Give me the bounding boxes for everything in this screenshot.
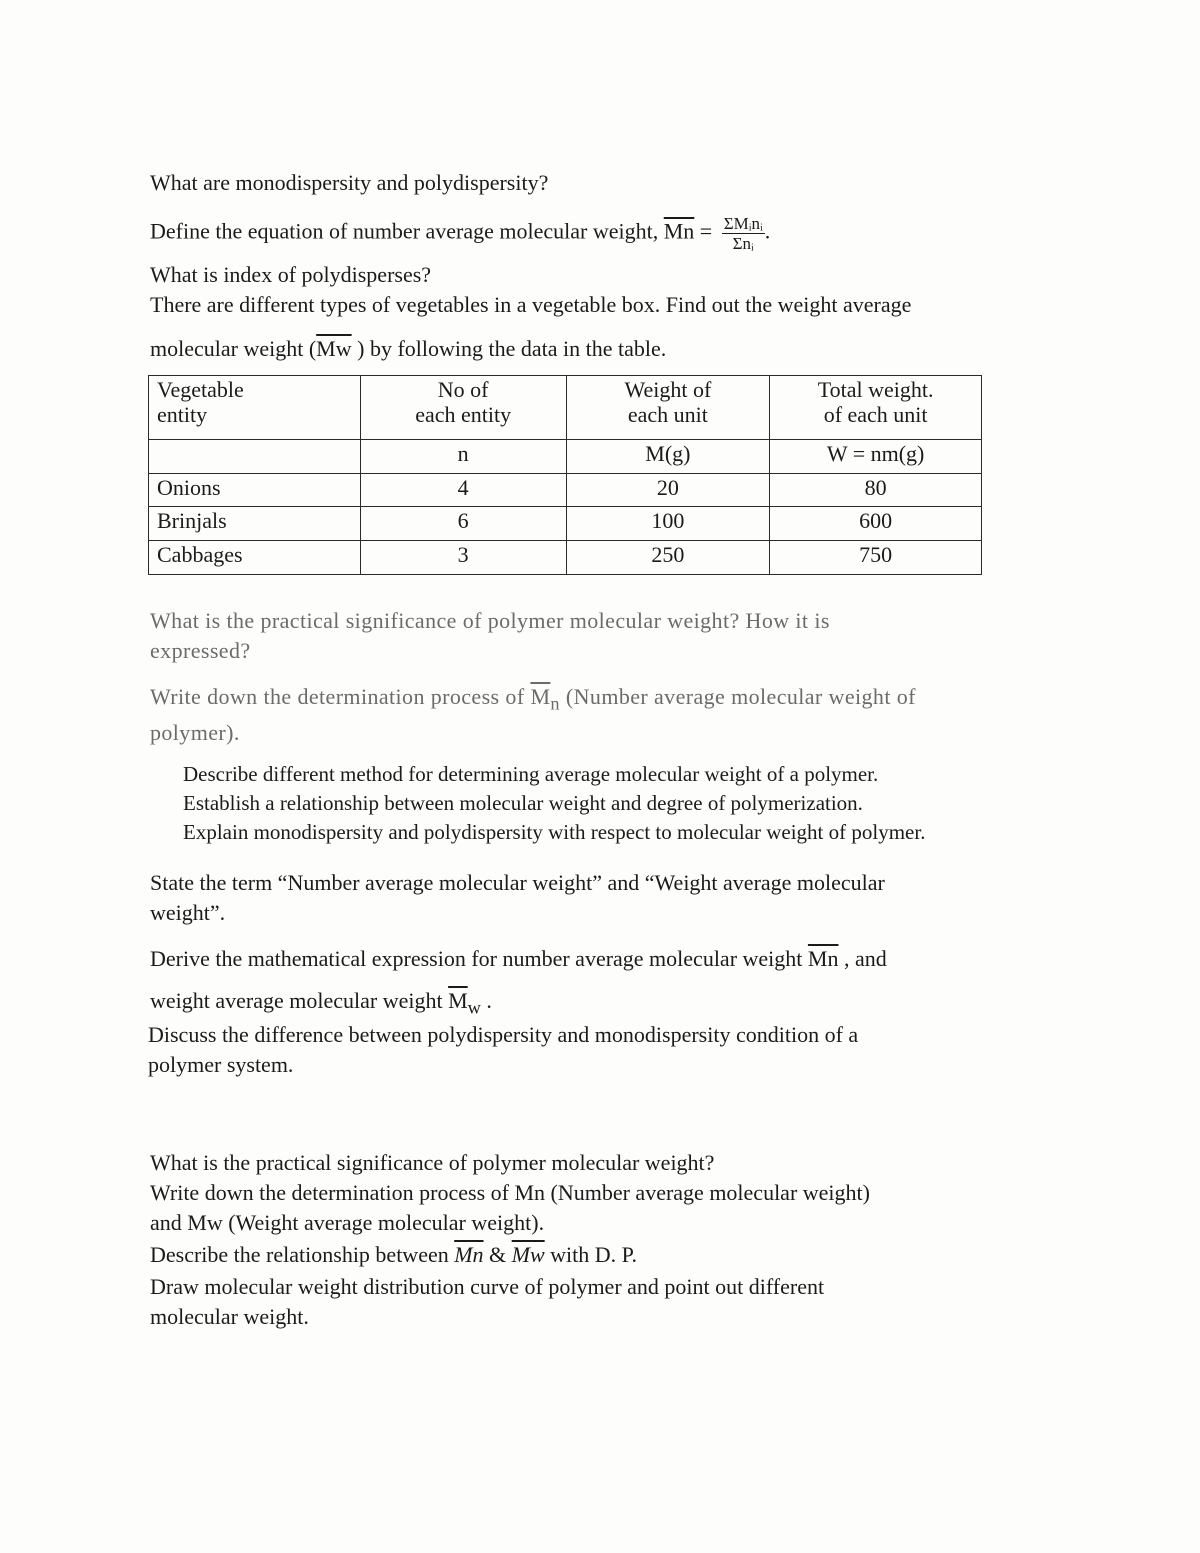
header-count <box>360 376 566 440</box>
question-text-part: Define the equation of number average molecular weight, <box>150 218 664 244</box>
question-line: Explain monodispersity and polydispersity with respect to molecular weight of polymer. <box>183 820 926 844</box>
cell-count: 4 <box>360 473 566 507</box>
question-line-1 <box>150 944 887 974</box>
question-line-1: Discuss the difference between polydispersity and monodispersity condition of a <box>148 1022 859 1047</box>
mn-symbol: $\overline{M}$ <box>530 684 551 709</box>
question-line-1 <box>150 682 916 718</box>
symbol-entity <box>149 439 361 473</box>
cell-count: 6 <box>360 507 566 541</box>
question-line-1: There are different types of vegetables in a vegetable box. Find out the weight average <box>150 292 912 317</box>
table-row <box>149 507 982 541</box>
header-unit-weight <box>566 376 770 440</box>
symbol-count: n <box>360 439 566 473</box>
question-text: What is the practical significance of polymer molecular weight? <box>150 1150 715 1175</box>
header-line: entity <box>157 402 208 427</box>
question-text-part: , and <box>838 946 887 971</box>
question-line-2: and Mw (Weight average molecular weight). <box>150 1210 545 1235</box>
question-discuss-difference <box>148 1020 858 1080</box>
question-mn-mw-determination <box>150 1178 870 1238</box>
fraction-denominator: Σnᵢ <box>732 234 754 253</box>
mw-symbol: $\overline{Mw}$ <box>316 336 352 361</box>
mn-symbol: $\overline{Mn}$ <box>663 218 695 244</box>
question-polydispersity-index <box>150 260 431 290</box>
fraction-numerator: ΣMᵢnᵢ <box>723 214 763 233</box>
mn-symbol: $\overline{Mn}$ <box>454 1242 484 1267</box>
question-line-2: polymer). <box>150 720 240 746</box>
cell-count: 3 <box>360 541 566 575</box>
table-symbol-row <box>149 439 982 473</box>
table-header-row <box>149 376 982 440</box>
table-row <box>149 473 982 507</box>
question-text-part: with D. P. <box>544 1242 637 1267</box>
header-line: Total weight. <box>817 377 934 402</box>
mw-subscript: w <box>467 997 481 1018</box>
question-text <box>150 214 770 253</box>
question-line: Describe different method for determining average molecular weight of a polymer. <box>183 762 879 786</box>
mn-fraction <box>722 214 765 253</box>
question-line-2 <box>150 986 887 1022</box>
cell-unit-weight: 100 <box>566 507 770 541</box>
question-line: Establish a relationship between molecular weight and degree of polymerization. <box>183 791 863 815</box>
cell-entity: Cabbages <box>149 541 361 575</box>
equals-sign: = <box>694 218 718 244</box>
question-line-1: Write down the determination process of Mn (Number average molecular weight) <box>150 1180 870 1205</box>
question-line-2: expressed? <box>150 638 251 663</box>
mn-subscript: n <box>550 693 560 714</box>
question-text-part: Write down the determination process of <box>150 684 531 709</box>
mw-symbol: $\overline{M}$ <box>448 988 468 1013</box>
question-text: What are monodispersity and polydispersity? <box>150 170 549 195</box>
question-text-part: ) by following the data in the table. <box>351 336 667 361</box>
header-line: of each unit <box>823 402 928 427</box>
header-total-weight <box>770 376 982 440</box>
question-mn-equation <box>150 214 770 253</box>
header-line: each unit <box>627 402 708 427</box>
vegetable-data-table <box>148 375 982 575</box>
question-text-part: & <box>483 1242 512 1267</box>
cell-unit-weight: 20 <box>566 473 770 507</box>
question-text-part: . <box>480 988 492 1013</box>
question-text-part: Describe the relationship between <box>150 1242 455 1267</box>
question-line-2: polymer system. <box>148 1052 294 1077</box>
question-vegetable-box <box>150 290 911 364</box>
question-text: What is index of polydisperses? <box>150 262 432 287</box>
question-text-part: molecular weight ( <box>150 336 317 361</box>
header-line: each entity <box>415 402 512 427</box>
header-entity <box>149 376 361 440</box>
question-state-terms <box>150 868 885 928</box>
table-row <box>149 541 982 575</box>
cell-total-weight: 750 <box>770 541 982 575</box>
header-line: No of <box>437 377 489 402</box>
question-line-2 <box>150 334 911 364</box>
question-line-1: Draw molecular weight distribution curve of polymer and point out different <box>150 1274 825 1299</box>
mw-symbol: $\overline{Mw}$ <box>511 1242 545 1267</box>
question-line-1: State the term “Number average molecular weight” and “Weight average molecular <box>150 870 885 895</box>
fraction-tail: . <box>764 218 771 244</box>
question-monodispersity <box>150 168 548 198</box>
question-text-part: weight average molecular weight <box>150 988 449 1013</box>
cell-total-weight: 600 <box>770 507 982 541</box>
header-line: Weight of <box>624 377 712 402</box>
cell-entity: Onions <box>149 473 361 507</box>
header-line: Vegetable <box>157 377 244 402</box>
question-line-1: What is the practical significance of polymer molecular weight? How it is <box>150 608 830 633</box>
question-derive-expression <box>150 944 887 1022</box>
cell-unit-weight: 250 <box>566 541 770 575</box>
symbol-unit-weight: M(g) <box>566 439 770 473</box>
question-relationship-dp <box>150 1240 637 1270</box>
question-line-2: molecular weight. <box>150 1304 309 1329</box>
question-line-2: weight”. <box>150 900 226 925</box>
question-practical-significance-2 <box>150 1148 714 1178</box>
mn-symbol: $\overline{Mn}$ <box>807 946 839 971</box>
question-text <box>150 1240 637 1270</box>
cell-entity: Brinjals <box>149 507 361 541</box>
question-text-part: Derive the mathematical expression for number average molecular weight <box>150 946 808 971</box>
question-distribution-curve <box>150 1272 824 1332</box>
question-text-part: (Number average molecular weight of <box>560 684 916 709</box>
question-practical-significance <box>150 606 830 666</box>
symbol-total-weight: W = nm(g) <box>770 439 982 473</box>
question-mn-determination <box>150 682 916 748</box>
question-group-methods <box>183 760 925 847</box>
cell-total-weight: 80 <box>770 473 982 507</box>
